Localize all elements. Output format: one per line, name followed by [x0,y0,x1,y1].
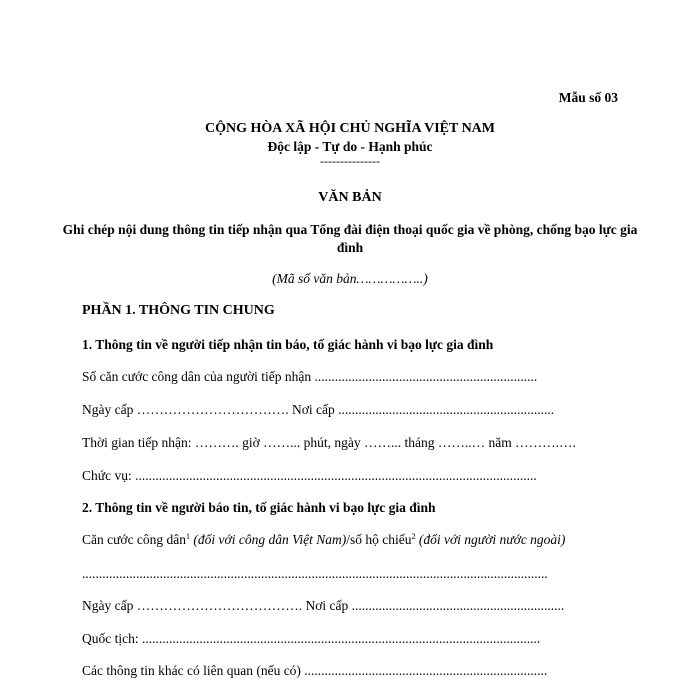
header-divider: --------------- [320,154,380,168]
document-title: VĂN BẢN [318,190,382,205]
id-label: Căn cước công dân [82,532,187,547]
footnote-1: 1 [186,532,191,541]
national-motto: Độc lập - Tự do - Hạnh phúc [267,139,433,154]
part1-title: PHẦN 1. THÔNG TIN CHUNG [82,303,275,318]
position-line: Chức vụ: ....................................................................................................................... [82,468,537,483]
reporter-id-line [82,532,565,548]
section1-title: 1. Thông tin về người tiếp nhận tin báo, tố giác hành vi bạo lực gia đình [82,337,494,352]
reporter-id-blank-line: .......................................................................................................................................... [82,566,548,581]
passport-note: (đối với người nước ngoài) [418,532,566,547]
passport-label: /số hộ chiếu [346,532,412,547]
id-note-vn: (đối với công dân Việt Nam) [193,532,347,547]
receiver-issue-line: Ngày cấp ……………………………. Nơi cấp ................................................................ [82,402,555,417]
section2-title: 2. Thông tin về người báo tin, tố giác hành vi bạo lực gia đình [82,500,436,515]
footnote-2: 2 [411,532,416,541]
receive-time-line: Thời gian tiếp nhận: ………. giờ ……... phút, ngày ……... tháng ……..… năm ……….…. [82,435,576,450]
nation-title: CỘNG HÒA XÃ HỘI CHỦ NGHĨA VIỆT NAM [204,121,495,136]
document-subtitle: Ghi chép nội dung thông tin tiếp nhận qua Tổng đài điện thoại quốc gia về phòng, chống bạo lực gia đình [62,222,638,255]
nationality-line: Quốc tịch: ...................................................................................................................... [82,631,541,646]
receiver-id-line: Số căn cước công dân của người tiếp nhận .................................................................. [82,369,538,384]
other-info-line: Các thông tin khác có liên quan (nếu có) ........................................................................ [82,663,548,678]
document-number-line: (Mã số văn bản……………..) [272,271,428,286]
reporter-issue-line: Ngày cấp ………………………………. Nơi cấp ............................................................... [82,598,565,613]
form-code: Mẫu số 03 [558,90,618,105]
